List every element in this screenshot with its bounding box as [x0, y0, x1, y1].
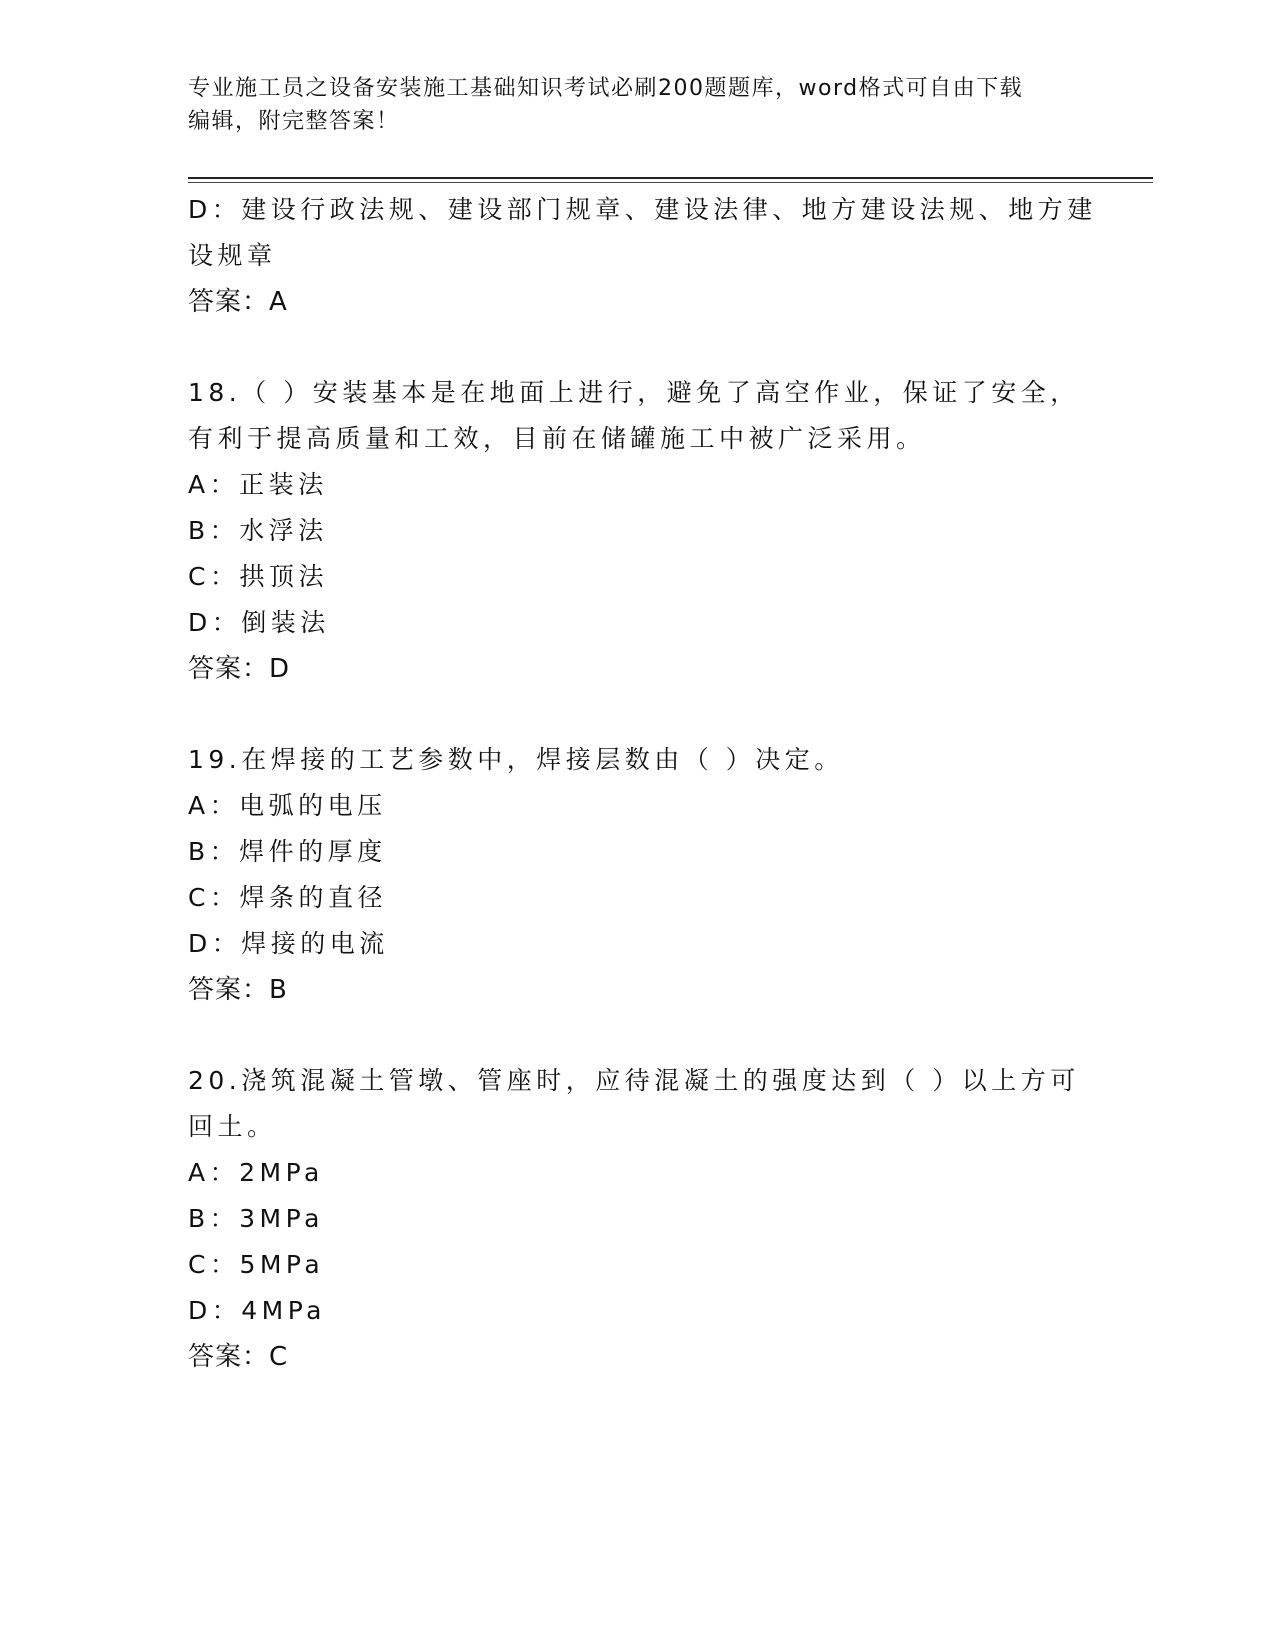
question-17-tail [188, 187, 1097, 325]
question-content [188, 187, 1097, 1380]
spacer [188, 1013, 1088, 1058]
header-title-line-2: 编辑，附完整答案！ [188, 109, 400, 134]
option-d-line-2: 设规章 [188, 241, 277, 270]
header-divider-thick [188, 177, 1153, 179]
answer-line: 答案：B [188, 975, 288, 1005]
question-19 [188, 737, 1088, 1013]
option-a: A：正装法 [188, 470, 328, 499]
question-stem-line-2: 回土。 [188, 1112, 277, 1141]
option-c: C：5MPa [188, 1250, 325, 1279]
option-b: B：焊件的厚度 [188, 837, 387, 866]
option-d: D：焊接的电流 [188, 929, 389, 958]
document-header [188, 72, 1088, 138]
spacer [188, 692, 1088, 737]
option-c: C：焊条的直径 [188, 883, 387, 912]
option-d-line-1: D：建设行政法规、建设部门规章、建设法律、地方建设法规、地方建 [188, 195, 1097, 224]
question-stem-line-1: 18.（ ）安装基本是在地面上进行，避免了高空作业，保证了安全， [188, 378, 1080, 407]
spacer [188, 325, 1088, 370]
answer-line: 答案：A [188, 287, 288, 317]
header-title-line-1: 专业施工员之设备安装施工基础知识考试必刷200题题库，word格式可自由下载 [188, 76, 1024, 101]
question-18 [188, 370, 1088, 692]
answer-line: 答案：C [188, 1342, 289, 1372]
option-c: C：拱顶法 [188, 562, 328, 591]
option-a: A：电弧的电压 [188, 791, 387, 820]
option-a: A：2MPa [188, 1158, 324, 1187]
question-20 [188, 1058, 1088, 1380]
question-stem-line-1: 20.浇筑混凝土管墩、管座时，应待混凝土的强度达到（ ）以上方可 [188, 1066, 1080, 1095]
option-b: B：水浮法 [188, 516, 328, 545]
question-stem-line-1: 19.在焊接的工艺参数中，焊接层数由（ ）决定。 [188, 745, 844, 774]
option-d: D：倒装法 [188, 608, 330, 637]
option-d: D：4MPa [188, 1296, 326, 1325]
answer-line: 答案：D [188, 654, 291, 684]
question-stem-line-2: 有利于提高质量和工效，目前在储罐施工中被广泛采用。 [188, 424, 926, 453]
option-b: B：3MPa [188, 1204, 324, 1233]
header-divider-thin [188, 182, 1153, 183]
